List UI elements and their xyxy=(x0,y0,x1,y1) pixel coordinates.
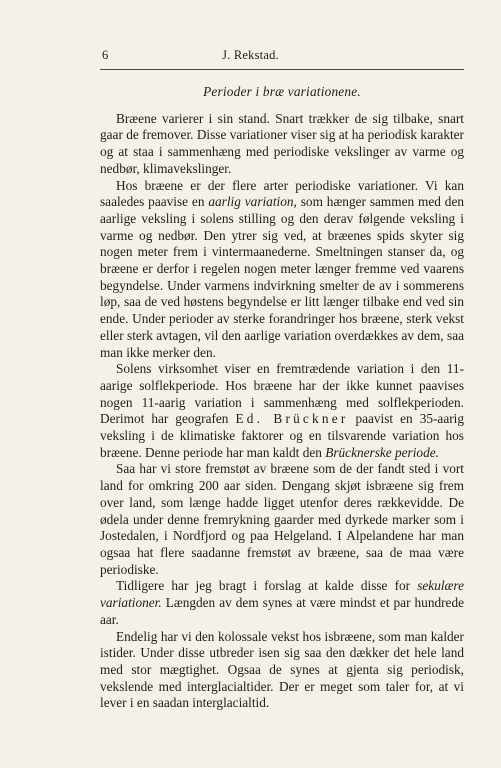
spaced-name: Ed. Brückner xyxy=(235,411,349,427)
paragraph xyxy=(100,578,464,628)
italic-text: Brücknerske periode. xyxy=(325,444,439,460)
italic-text: aarlig variation, xyxy=(208,194,297,210)
paragraph xyxy=(100,629,464,713)
text-run: Tidligere har jeg bragt i forslag at kalde disse for xyxy=(116,578,418,594)
page-number: 6 xyxy=(102,48,109,62)
text-run: Bræene varierer i sin stand. Snart trækker de sig tilbake, snart gaar de fremover. Disse variationer viser sig at ha periodisk karakter og at staa i sammenhæng med periodiske vekslinger av varme og nedbør, klimavekslinger. xyxy=(100,110,464,176)
text-run: paavist en 35-aarig veksling i de klimatiske faktorer og en tilsvarende variation hos bræene. Denne periode har man kaldt den xyxy=(100,411,464,460)
paragraph xyxy=(100,461,464,578)
paragraph-list xyxy=(100,111,464,712)
text-run: Længden av dem synes at være mindst et par hundrede aar. xyxy=(100,595,464,627)
paragraph xyxy=(100,111,464,178)
paragraph xyxy=(100,361,464,461)
body-text xyxy=(100,84,464,712)
text-run: som hænger sammen med den aarlige veksling i solens stilling og den derav følgende veksling i varme og nedbør. Den ytrer sig ved, at bræenes spids skyter sig nogen meter frem i vintermaanederne. Smeltningen stanser da, og bræene er derfor i regelen nogen meter længer fremme ved vaarens begyndelse. Under varmens indvirkning smelter de av i sommerens løp, saa de ved høstens begyndelse er litt længer tilbake end ved sin ende. Under perioder av sterke forandringer hos bræene, sterk vekst eller sterk avtagen, vil den aarlige variation overdækkes av dem, saa man ikke merker den. xyxy=(100,194,464,360)
text-run: Endelig har vi den kolossale vekst hos isbræene, som man kalder istider. Under disse utbreder isen sig saa den dækker det hele land med stor mægtighet. Ogsaa de synes at gjenta sig periodisk, vekslende med interglacialtider. Der er meget som taler for, at vi lever i en saadan interglacialtid. xyxy=(100,628,464,711)
paragraph xyxy=(100,178,464,362)
header-rule xyxy=(100,69,464,70)
text-run: Saa har vi store fremstøt av bræene som de der fandt sted i vort land for omkring 200 aar siden. Dengang skjøt isbræene sig frem over land, som længe hadde ligget utenfor deres rækkevidde. De ødela under denne fremrykning gaarder med dyrkede marker som i Jostedalen, i Nordfjord og paa Helgeland. I Alpelandene har man ogsaa hat flere saadanne fremstøt av bræene, saa de maa være periodiske. xyxy=(100,461,464,577)
text-run: Solens virksomhet viser en fremtrædende variation i den 11-aarige solflekperiode. Hos bræene har der ikke kunnet paavises nogen 11-aarig variation i sammenhæng med solflekperioden. Derimot har geografen xyxy=(100,361,464,427)
text-run: Hos bræene er der flere arter periodiske variationer. Vi kan saaledes paavise en xyxy=(100,177,464,210)
section-title: Perioder i bræ variationene. xyxy=(203,84,361,99)
italic-text: sekulære variationer. xyxy=(100,578,464,611)
page-header xyxy=(0,48,501,66)
running-head: J. Rekstad. xyxy=(222,48,279,62)
